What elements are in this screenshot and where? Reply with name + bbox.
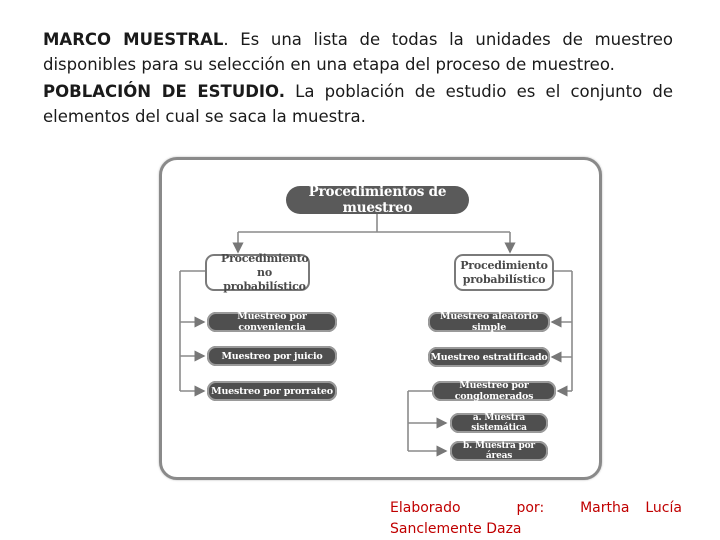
- credit-surname: Sanclemente Daza: [390, 521, 522, 537]
- non-probabilistic-heading-line2: no probabilístico: [223, 265, 306, 293]
- right-item-conglomerados: Muestreo por conglomerados: [432, 381, 556, 401]
- poblacion-estudio-definition: La población de estudio es el conjunto de elementos del cual se saca la muestra.: [43, 82, 673, 126]
- non-probabilistic-heading-line1: Procedimiento: [221, 251, 309, 265]
- marco-muestral-term: MARCO MUESTRAL: [43, 30, 224, 49]
- diagram-title: Procedimientos de muestreo: [286, 186, 469, 214]
- right-item-aleatorio-simple: Muestreo aleatorio simple: [428, 312, 550, 332]
- left-item-juicio: Muestreo por juicio: [207, 346, 337, 366]
- sub-item-areas: b. Muestra por áreas: [450, 441, 548, 461]
- marco-muestral-definition: . Es una lista de todas la unidades de muestreo disponibles para su selección en una etapa del proceso de muestreo.: [43, 30, 673, 74]
- right-item-estratificado: Muestreo estratificado: [428, 347, 550, 367]
- credit-word-por: por:: [516, 500, 545, 516]
- credit-word-elaborado: Elaborado: [390, 500, 461, 516]
- left-item-conveniencia: Muestreo por conveniencia: [207, 312, 337, 332]
- probabilistic-heading-line1: Procedimiento: [460, 258, 548, 272]
- poblacion-estudio-term: POBLACIÓN DE ESTUDIO.: [43, 82, 285, 101]
- author-credit: [390, 498, 682, 540]
- credit-word-martha: Martha: [580, 500, 630, 516]
- non-probabilistic-heading: [205, 251, 310, 293]
- sub-item-sistematica: a. Muestra sistemática: [450, 413, 548, 433]
- probabilistic-heading-line2: probabilístico: [462, 272, 546, 286]
- probabilistic-heading: [454, 254, 554, 291]
- left-item-prorrateo: Muestreo por prorrateo: [207, 381, 337, 401]
- credit-word-lucia: Lucía: [645, 500, 682, 516]
